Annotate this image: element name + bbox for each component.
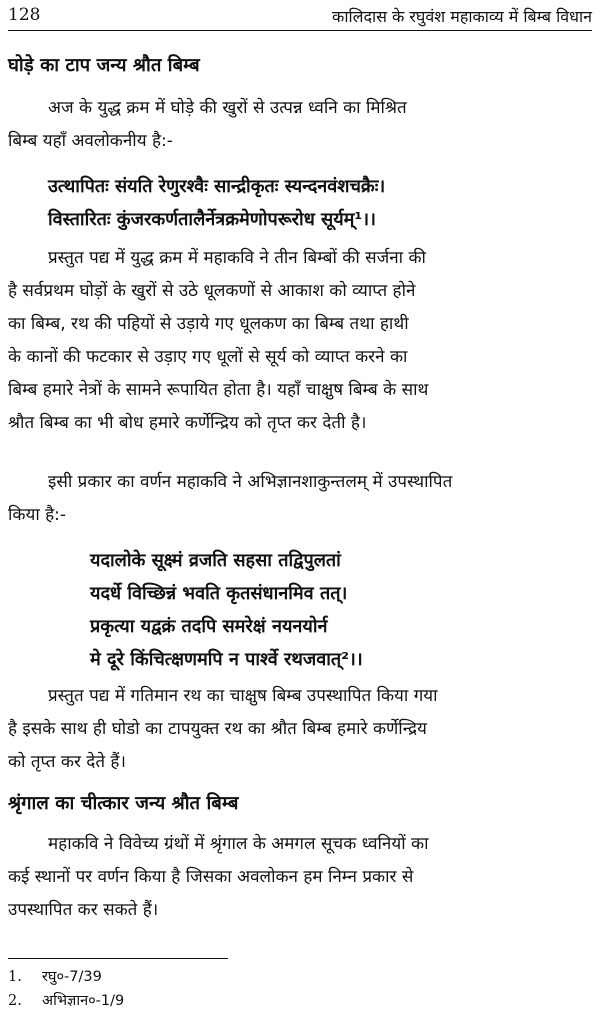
footnote-number: 1. xyxy=(8,969,22,985)
text-line: प्रस्तुत पद्य में गतिमान रथ का चाक्षुष बिम्ब उपस्थापित किया गया xyxy=(48,686,438,706)
text-line: श्रौत बिम्ब का भी बोध हमारे कर्णेन्द्रिय को तृप्त कर देती है। xyxy=(8,413,367,433)
text-line: महाकवि ने विवेच्य ग्रंथों में श्रृंगाल के अमगल सूचक ध्वनियों का xyxy=(48,834,429,854)
paragraph xyxy=(8,242,590,440)
footnote-rule xyxy=(8,958,228,959)
verse-block xyxy=(90,544,363,676)
text-line: बिम्ब यहाँ अवलोकनीय है:- xyxy=(8,131,173,151)
paragraph xyxy=(8,680,590,779)
paragraph xyxy=(8,828,590,927)
footnote-text: रघु०-7/39 xyxy=(42,969,102,985)
verse-line: मे दूरे किंचित्क्षणमपि न पार्श्वे रथजवात्²।। xyxy=(90,649,363,670)
text-line: के कानों की फटकार से उड़ाए गए धूलों से सूर्य को व्याप्त करने का xyxy=(8,347,408,367)
text-line: को तृप्त कर देते हैं। xyxy=(8,752,126,772)
text-line: उपस्थापित कर सकते हैं। xyxy=(8,900,159,920)
text-line: कई स्थानों पर वर्णन किया है जिसका अवलोकन हम निम्न प्रकार से xyxy=(8,867,414,887)
text-line: प्रस्तुत पद्य में युद्ध क्रम में महाकवि ने तीन बिम्बों की सर्जना की xyxy=(48,248,426,268)
running-header xyxy=(8,4,592,31)
text-line: बिम्ब हमारे नेत्रों के सामने रूपायित होता है। यहाँ चाक्षुष बिम्ब के साथ xyxy=(8,380,429,400)
footnote-text: अभिज्ञान०-1/9 xyxy=(42,993,125,1009)
footnote xyxy=(8,990,124,1010)
text-line: है इसके साथ ही घोडो का टापयुक्त रथ का श्रौत बिम्ब हमारे कर्णेन्द्रिय xyxy=(8,719,427,739)
verse-line: यदर्धे विच्छिन्नं भवति कृतसंधानमिव तत्। xyxy=(90,583,348,604)
section-heading: घोड़े का टाप जन्य श्रौत बिम्ब xyxy=(8,55,200,76)
text-line: अज के युद्ध क्रम में घोड़े की खुरों से उत्पन्न ध्वनि का मिश्रित xyxy=(48,98,407,118)
text-line: किया है:- xyxy=(8,505,67,525)
text-line: का बिम्ब, रथ की पहियों से उड़ाये गए धूलकण का बिम्ब तथा हाथी xyxy=(8,314,409,334)
paragraph xyxy=(8,92,590,158)
verse-line: यदालोके सूक्ष्मं व्रजति सहसा तद्विपुलतां xyxy=(90,550,341,571)
running-title: कालिदास के रघुवंश महाकाव्य में बिम्ब विधान xyxy=(332,7,592,26)
paragraph xyxy=(8,466,590,532)
text-line: इसी प्रकार का वर्णन महाकवि ने अभिज्ञानशाकुन्तलम् में उपस्थापित xyxy=(48,472,453,492)
verse-line: उत्थापितः संयति रेणुरश्वैः सान्द्रीकृतः स्यन्दनवंशचक्रैः। xyxy=(48,176,386,197)
section-heading: श्रृंगाल का चीत्कार जन्य श्रौत बिम्ब xyxy=(8,793,239,814)
footnote xyxy=(8,966,102,986)
verse-block xyxy=(48,170,385,236)
verse-line: प्रकृत्या यद्वक्रं तदपि समरेक्षं नयनयोर्न xyxy=(90,616,328,637)
text-line: है सर्वप्रथम घोड़ों के खुरों से उठे धूलकणों से आकाश को व्याप्त होने xyxy=(8,281,416,301)
verse-line: विस्तारितः कुंजरकर्णतालैर्नेत्रक्रमेणोपरूरोध सूर्यम्¹।। xyxy=(48,209,376,230)
footnote-number: 2. xyxy=(8,993,22,1009)
page-number: 128 xyxy=(8,5,41,25)
